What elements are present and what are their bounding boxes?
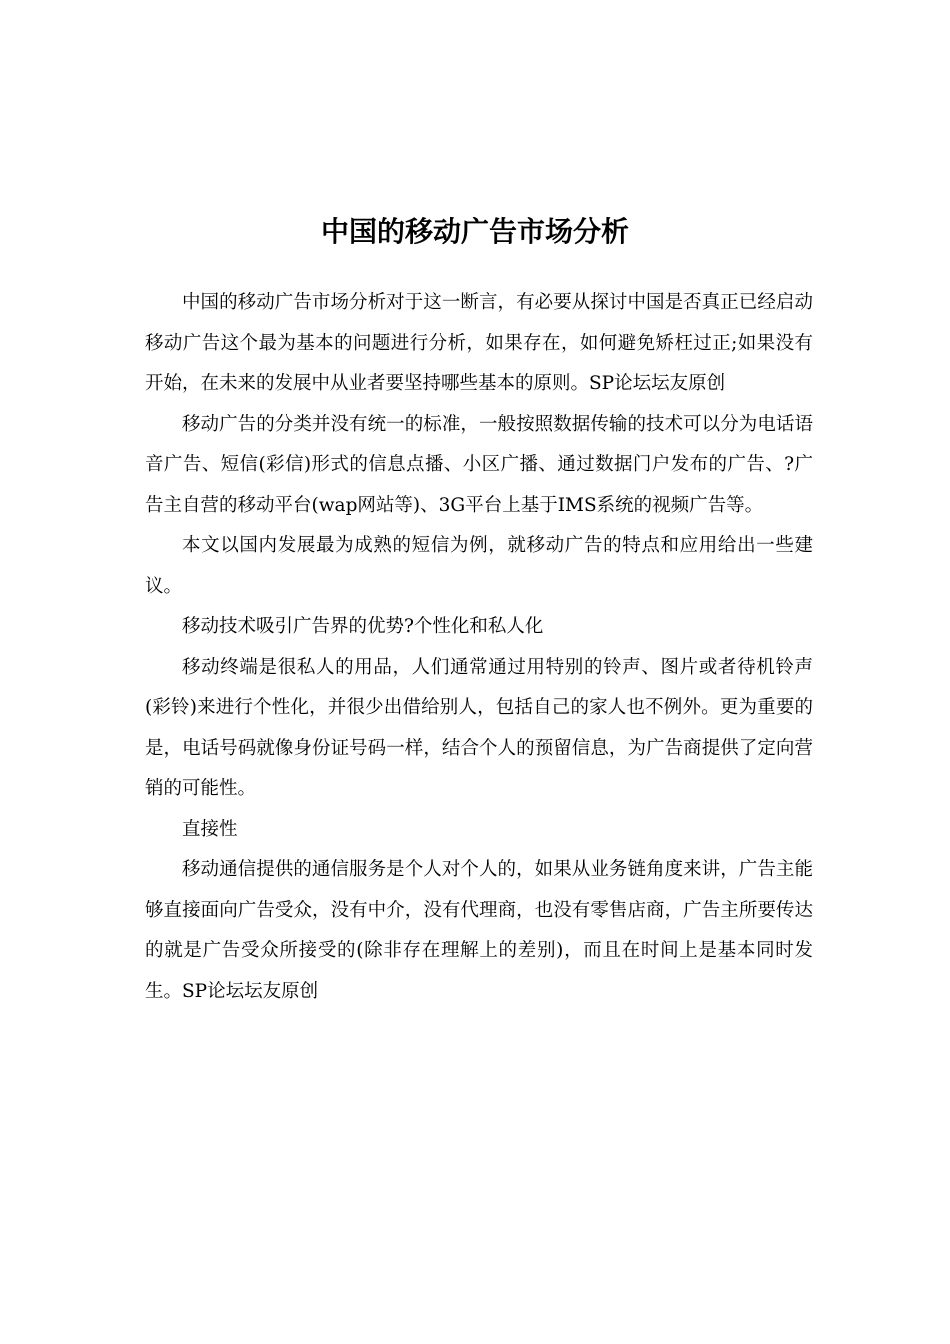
paragraph-classification: 移动广告的分类并没有统一的标准，一般按照数据传输的技术可以分为电话语音广告、短信(彩信)形式的信息点播、小区广播、通过数据门户发布的广告、?广告主自营的移动平台(wap网站等)、3G平台上基于IMS系统的视频广告等。 [145, 413, 813, 516]
document-title: 中国的移动广告市场分析 [320, 215, 629, 248]
document-body [145, 283, 813, 1012]
paragraph-directness: 移动通信提供的通信服务是个人对个人的，如果从业务链角度来讲，广告主能够直接面向广告受众，没有中介，没有代理商，也没有零售店商，广告主所要传达的就是广告受众所接受的(除非存在理解上的差别)，而且在时间上是基本同时发生。SP论坛坛友原创 [145, 859, 813, 1002]
section-heading-personalization: 移动技术吸引广告界的优势?个性化和私人化 [182, 616, 544, 637]
paragraph-purpose: 本文以国内发展最为成熟的短信为例，就移动广告的特点和应用给出一些建议。 [145, 535, 813, 597]
paragraph-intro: 中国的移动广告市场分析对于这一断言，有必要从探讨中国是否真正已经启动移动广告这个最为基本的问题进行分析，如果存在，如何避免矫枉过正;如果没有开始，在未来的发展中从业者要坚持哪些基本的原则。SP论坛坛友原创 [145, 292, 813, 394]
section-heading-directness: 直接性 [182, 818, 238, 840]
paragraph-personalization: 移动终端是很私人的用品，人们通常通过用特别的铃声、图片或者待机铃声(彩铃)来进行个性化，并很少出借给别人，包括自己的家人也不例外。更为重要的是，电话号码就像身份证号码一样，结合个人的预留信息，为广告商提供了定向营销的可能性。 [145, 656, 813, 799]
